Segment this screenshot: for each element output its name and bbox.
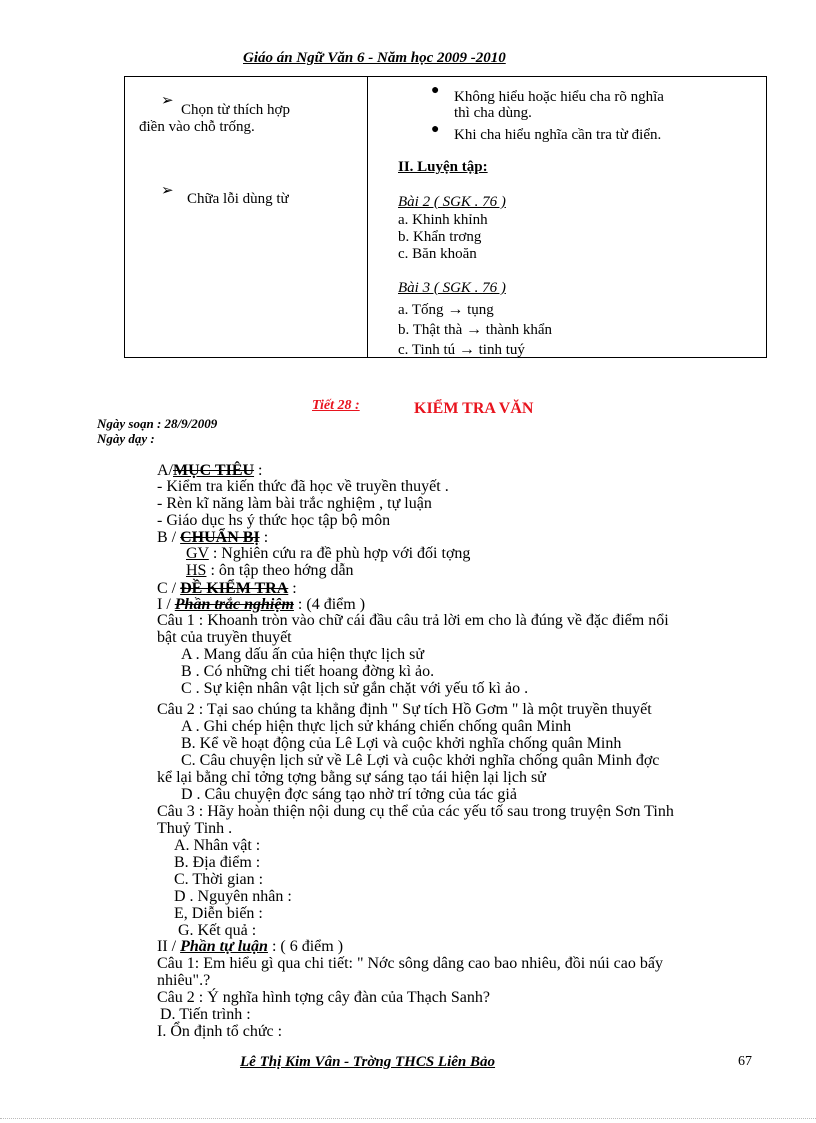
question-3-item-b: B. Địa điểm :	[174, 854, 261, 871]
table-right-cell	[368, 77, 767, 358]
right-arrow-icon: →	[447, 301, 464, 318]
left-item-2: Chữa lỗi dùng từ	[187, 191, 289, 207]
lesson-title: KIỂM TRA VĂN	[414, 400, 534, 417]
right-bullet-2: Khi cha hiểu nghĩa cần tra từ điển.	[454, 127, 662, 143]
objective-2: - Rèn kĩ năng làm bài trắc nghiệm , tự luận	[157, 495, 432, 512]
bai2-label: Bài 2 ( SGK . 76 )	[398, 194, 506, 210]
left-item-1-line1: Chọn từ thích hợp	[181, 102, 290, 118]
section-b-heading: B / CHUẨN BỊ :	[157, 529, 269, 546]
procedure-heading: D. Tiến trình :	[160, 1006, 251, 1023]
hs-line: HS : ôn tập theo hớng dẫn	[186, 562, 354, 579]
bai3-item-a: a. Tống → tụng	[398, 301, 494, 318]
question-2-option-b: B. Kể về hoạt động của Lê Lợi và cuộc khởi nghĩa chống quân Minh	[181, 735, 622, 752]
question-3-item-a: A. Nhân vật :	[174, 837, 261, 854]
page-footer: Lê Thị Kim Vân - Trờng THCS Liên Bảo	[240, 1054, 496, 1070]
question-1-line2: bật của truyền thuyết	[157, 629, 292, 646]
bullet-dot-icon: ●	[431, 122, 440, 137]
question-1-line1: Câu 1 : Khoanh tròn vào chữ cái đầu câu trả lời em cho là đúng về đặc điểm nổi	[157, 612, 669, 629]
section-title: II. Luyện tập:	[398, 159, 488, 175]
page-number: 67	[738, 1054, 752, 1069]
question-3-line2: Thuỷ Tinh .	[157, 820, 233, 837]
question-2-line: Câu 2 : Tại sao chúng ta khẳng định " Sự tích Hồ Gơm " là một truyền thuyết	[157, 701, 652, 718]
essay-1-line1: Câu 1: Em hiểu gì qua chi tiết: " Nớc sông dâng cao bao nhiêu, đồi núi cao bấy	[157, 955, 663, 972]
part1-heading: I / Phần trắc nghiệm : (4 điểm )	[157, 596, 366, 613]
teach-date: Ngày dạy :	[97, 431, 155, 446]
arrow-bullet-icon: ➢	[161, 93, 174, 109]
essay-2-line: Câu 2 : Ý nghĩa hình tợng cây đàn của Thạch Sanh?	[157, 989, 490, 1006]
question-3-item-c: C. Thời gian :	[174, 871, 264, 888]
question-2-option-d: D . Câu chuyện đợc sáng tạo nhờ trí tởng của tác giả	[181, 786, 517, 803]
bai3-item-b: b. Thật thà → thành khẩn	[398, 321, 553, 338]
bai2-item-a: a. Khinh khỉnh	[398, 212, 488, 228]
lesson-table	[124, 76, 767, 358]
prep-date: Ngày soạn : 28/9/2009	[97, 416, 218, 431]
section-c-heading: C / ĐỀ KIỂM TRA :	[157, 580, 297, 597]
gv-line: GV : Nghiên cứu ra đề phù hợp với đối tợng	[186, 545, 471, 562]
right-bullet-1-line1: Không hiểu hoặc hiểu cha rõ nghĩa	[454, 89, 664, 105]
bai2-item-b: b. Khẩn trơng	[398, 229, 482, 245]
bullet-dot-icon: ●	[431, 83, 440, 98]
page-bottom-divider	[0, 1118, 816, 1119]
left-item-1-line2: điền vào chỗ trống.	[139, 119, 255, 135]
essay-1-line2: nhiêu".?	[157, 972, 211, 989]
question-2-option-c-line2: kể lại bằng chỉ tởng tợng bằng sự sáng tạo tái hiện lại lịch sử	[157, 769, 546, 786]
question-2-option-c-line1: C. Câu chuyện lịch sử về Lê Lợi và cuộc khởi nghĩa chống quân Minh đợc	[181, 752, 660, 769]
bai3-label: Bài 3 ( SGK . 76 )	[398, 280, 506, 296]
right-arrow-icon: →	[466, 321, 483, 338]
bai2-item-c: c. Băn khoăn	[398, 246, 477, 262]
question-3-item-e: E, Diễn biến :	[174, 905, 263, 922]
question-1-option-c: C . Sự kiện nhân vật lịch sử gắn chặt với yếu tố kì ảo .	[181, 680, 529, 697]
objective-1: - Kiểm tra kiến thức đã học về truyền thuyết .	[157, 478, 449, 495]
right-bullet-1-line2: thì cha dùng.	[454, 105, 532, 121]
arrow-bullet-icon: ➢	[161, 183, 174, 199]
objective-3: - Giáo dục hs ý thức học tập bộ môn	[157, 512, 391, 529]
question-1-option-b: B . Có những chi tiết hoang đờng kì ảo.	[181, 663, 435, 680]
part2-heading: II / Phần tự luận : ( 6 điểm )	[157, 938, 344, 955]
right-arrow-icon: →	[458, 341, 475, 357]
table-left-cell	[125, 77, 368, 358]
section-a-heading: A/MỤC TIÊU :	[157, 462, 263, 479]
question-3-item-d: D . Nguyên nhân :	[174, 888, 292, 905]
question-1-option-a: A . Mang dấu ấn của hiện thực lịch sử	[181, 646, 425, 663]
procedure-step-1: I. Ổn định tổ chức :	[157, 1023, 283, 1040]
question-2-option-a: A . Ghi chép hiện thực lịch sử kháng chiến chống quân Minh	[181, 718, 572, 735]
lesson-number: Tiết 28 :	[312, 398, 360, 413]
page-header: Giáo án Ngữ Văn 6 - Năm học 2009 -2010	[243, 50, 506, 66]
question-3-item-g: G. Kết quả :	[178, 922, 257, 939]
bai3-item-c: c. Tinh tú → tinh tuý	[398, 341, 525, 357]
question-3-line1: Câu 3 : Hãy hoàn thiện nội dung cụ thể của các yếu tố sau trong truyện Sơn Tinh	[157, 803, 674, 820]
